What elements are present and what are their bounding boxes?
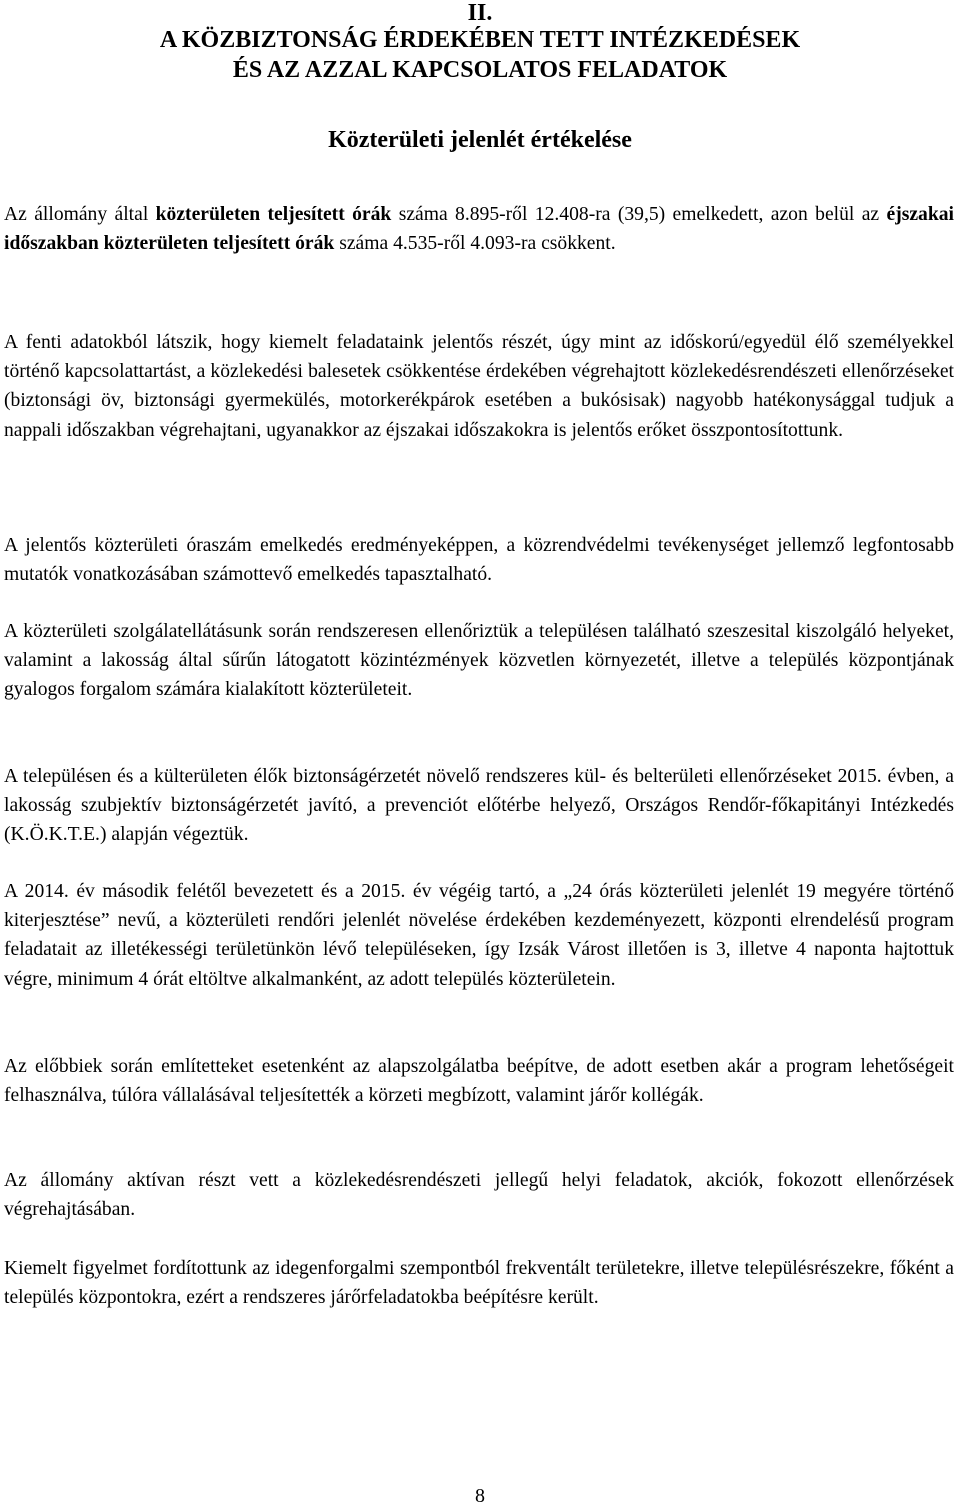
paragraph-traffic-actions: Az állomány aktívan részt vett a közlekedésrendészeti jellegű helyi feladatok, akciók, fokozott ellenőrzések végrehajtásában. [4, 1170, 954, 1221]
p1-bold-night-hours: éjszakai időszakban közterületen teljesített órák [4, 204, 954, 255]
paragraph-tourism-areas: Kiemelt figyelmet fordítottunk az idegenforgalmi szempontból frekventált területekre, illetve településrészekre, főként a település központokra, ezért a rendszeres járőrfeladatokba beépítésre került. [4, 1258, 954, 1309]
p1-text-e: száma 4.535-ről 4.093-ra csökkent. [334, 233, 616, 255]
p1-text-c: száma 8.895-ről 12.408-ra (39,5) emelkedett, azon belül az [391, 204, 887, 225]
paragraph-priority-tasks: A fenti adatokból látszik, hogy kiemelt feladataink jelentős részét, úgy mint az időskorú/egyedül élő személyekkel történő kapcsolattartást, a közlekedési balesetek csökkentése érdekében végrehajtott közlekedésrendészeti ellenőrzéseket (biztonsági öv, biztonsági gyermekülés, motorkerékpárok esetében a bukósisak) nagyobb hatékonysággal tudjuk a nappali időszakban végrehajtani, ugyanakkor az éjszakai időszakokra is jelentős erőket összpontosítottunk. [4, 332, 954, 441]
chapter-number: II. [467, 0, 493, 26]
paragraph-indicators: A jelentős közterületi óraszám emelkedés eredményeképpen, a közrendvédelmi tevékenységet jellemző legfontosabb mutatók vonatkozásában számottevő emelkedés tapasztalható. [4, 535, 954, 586]
section-title: Közterületi jelenlét értékelése [328, 127, 632, 153]
paragraph-24h-program: A 2014. év második felétől bevezetett és a 2015. év végéig tartó, a „24 órás közterületi jelenlét 19 megyére történő kiterjesztése” nevű, a közterületi rendőri jelenlét növelése érdekében kezdeményezett, központi elrendelésű program feladatait az illetékességi területünkön lévő településeken, így Izsák Várost illetően is 3, illetve 4 naponta hajtottuk végre, minimum 4 órát eltöltve alkalmanként, az adott település közterületein. [4, 881, 954, 990]
paragraph-security-checks: A településen és a külterületen élők biztonságérzetét növelő rendszeres kül- és belterületi ellenőrzéseket 2015. évben, a lakosság szubjektív biztonságérzetét javító, a prevenciót előtérbe helyező, Országos Rendőr-főkapitányi Intézkedés (K.Ö.K.T.E.) alapján végeztük. [4, 766, 954, 846]
p1-text-a: Az állomány által [4, 204, 156, 225]
chapter-title-line-1: A KÖZBIZTONSÁG ÉRDEKÉBEN TETT INTÉZKEDÉSEK [159, 27, 801, 53]
page-number: 8 [475, 1485, 485, 1507]
paragraph-patrol-hours [4, 200, 954, 258]
paragraph-overtime: Az előbbiek során említetteket esetenként az alapszolgálatba beépítve, de adott esetben akár a program lehetőségeit felhasználva, túlóra vállalásával teljesítették a körzeti megbízott, valamint járőr kollégák. [4, 1056, 954, 1107]
p1-bold-public-hours: közterületen teljesített órák [155, 204, 392, 225]
chapter-title-line-2: ÉS AZ AZZAL KAPCSOLATOS FELADATOK [232, 57, 728, 83]
paragraph-inspections: A közterületi szolgálatellátásunk során rendszeresen ellenőriztük a településen található szeszesital kiszolgáló helyeket, valamint a lakosság által sűrűn látogatott közintézmények közvetlen környezetét, illetve a település központjának gyalogos forgalom számára kialakított közterületeit. [4, 621, 954, 701]
